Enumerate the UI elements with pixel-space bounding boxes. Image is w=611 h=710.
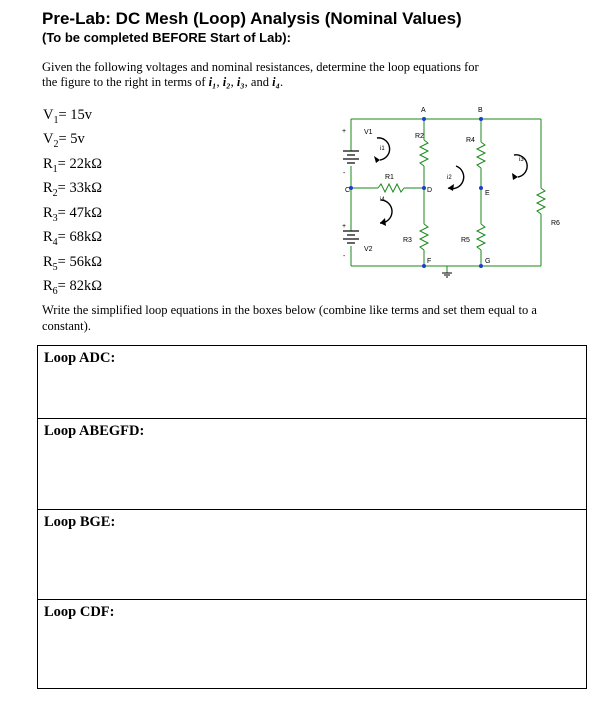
loop-label: Loop CDF: (44, 604, 115, 620)
value-r3 (43, 204, 102, 228)
arrow-head (512, 173, 518, 180)
answer-box-loop-abegfd (37, 418, 587, 510)
value-symbol: R (43, 278, 53, 295)
resistor-r2 (420, 140, 428, 166)
label-minus-v1: - (343, 170, 346, 177)
value-amount: = 47kΩ (57, 204, 103, 221)
label-i2: i2 (447, 175, 452, 181)
label-plus-v1: + (342, 128, 347, 135)
label-plus-v2: + (342, 223, 347, 230)
label-r1: R1 (385, 174, 394, 181)
page-title: Pre-Lab: DC Mesh (Loop) Analysis (Nominal Values) (42, 9, 462, 28)
value-amount: = 15v (58, 107, 93, 123)
label-r6: R6 (551, 220, 560, 227)
label-i4: i4 (380, 197, 385, 203)
resistor-r4 (477, 142, 485, 168)
value-r2 (43, 179, 102, 203)
value-amount: = 33kΩ (57, 180, 103, 197)
answer-box-loop-bge (37, 509, 587, 600)
value-r5 (43, 253, 102, 277)
value-symbol: R (43, 229, 53, 246)
given-values-list (43, 106, 102, 302)
value-symbol: R (43, 204, 53, 221)
label-r2: R2 (415, 133, 424, 140)
intro-end: . (279, 75, 284, 89)
current-i3: i₃ (236, 75, 245, 89)
value-amount: = 5v (58, 131, 85, 148)
value-r4 (43, 228, 102, 252)
node-f-dot (422, 264, 426, 268)
value-subscript: 2 (52, 188, 58, 200)
intro-text: Given the following voltages and nominal resistances, determine the loop equations for the figure to the right in terms of (42, 60, 479, 89)
loop-cdf-input[interactable] (38, 621, 586, 685)
label-r4: R4 (466, 137, 475, 144)
arrow-head (380, 218, 386, 226)
intro-sep: , (216, 75, 223, 89)
node-a-label: A (421, 107, 426, 114)
battery-v1 (343, 151, 359, 163)
node-a-dot (422, 117, 426, 121)
answer-box-loop-cdf (37, 599, 587, 689)
value-subscript: 6 (52, 286, 58, 298)
resistor-r6 (537, 188, 545, 214)
value-subscript: 3 (52, 212, 58, 224)
value-symbol: V (43, 107, 54, 123)
arrow-head (448, 184, 454, 191)
current-i4: i₄ (272, 75, 280, 89)
label-minus-v2: - (343, 253, 346, 260)
loop-bge-input[interactable] (38, 531, 586, 596)
current-i1: i₁ (208, 75, 217, 89)
label-v2: V2 (364, 246, 373, 253)
arrow-head (374, 156, 380, 163)
node-c-label: C (345, 187, 351, 194)
intro-sep: , and (244, 75, 273, 89)
resistor-r1 (378, 184, 404, 192)
label-i3: i3 (519, 157, 524, 163)
value-amount: = 82kΩ (57, 278, 103, 295)
value-amount: = 68kΩ (57, 229, 103, 246)
value-symbol: R (43, 155, 53, 172)
label-r3: R3 (403, 237, 412, 244)
node-d-label: D (427, 187, 433, 194)
node-d-dot (422, 186, 426, 190)
node-b-dot (479, 117, 483, 121)
label-r5: R5 (461, 237, 470, 244)
value-r1 (43, 155, 102, 179)
label-i1: i1 (380, 146, 385, 152)
value-amount: = 22kΩ (57, 155, 103, 172)
label-v1: V1 (364, 129, 373, 136)
battery-v2 (343, 231, 359, 243)
node-e-dot (479, 186, 483, 190)
circuit-diagram (330, 100, 585, 278)
loop-label: Loop ABEGFD: (44, 423, 145, 439)
value-subscript: 1 (52, 163, 58, 175)
value-r6 (43, 277, 102, 301)
page-subtitle: (To be completed BEFORE Start of Lab): (42, 30, 291, 45)
value-symbol: V (43, 131, 54, 148)
value-v2 (43, 130, 102, 154)
intro-sep: , (230, 75, 237, 89)
resistor-r3 (420, 224, 428, 250)
instructions-paragraph: Write the simplified loop equations in the boxes below (combine like terms and set them equal to a constant). (42, 303, 537, 333)
value-amount: = 56kΩ (57, 253, 103, 270)
node-b-label: B (478, 107, 483, 114)
value-v1 (43, 106, 102, 130)
value-symbol: R (43, 180, 53, 197)
loop-adc-input[interactable] (38, 367, 586, 415)
loop-label: Loop BGE: (44, 514, 116, 530)
value-subscript: 5 (52, 261, 58, 273)
node-g-dot (479, 264, 483, 268)
mesh-arrow-i4 (380, 200, 392, 223)
value-subscript: 4 (52, 237, 58, 249)
intro-paragraph (42, 60, 482, 90)
loop-label: Loop ADC: (44, 350, 116, 366)
node-g-label: G (485, 258, 491, 265)
current-i2: i₂ (222, 75, 231, 89)
node-e-label: E (485, 190, 490, 197)
value-symbol: R (43, 253, 53, 270)
answer-boxes (37, 346, 587, 689)
resistor-r5 (477, 224, 485, 250)
value-subscript: 2 (53, 139, 59, 151)
node-f-label: F (427, 258, 432, 265)
answer-box-loop-adc (37, 345, 587, 419)
loop-abegfd-input[interactable] (38, 440, 586, 506)
value-subscript: 1 (53, 114, 59, 126)
ground-symbol (442, 273, 452, 277)
